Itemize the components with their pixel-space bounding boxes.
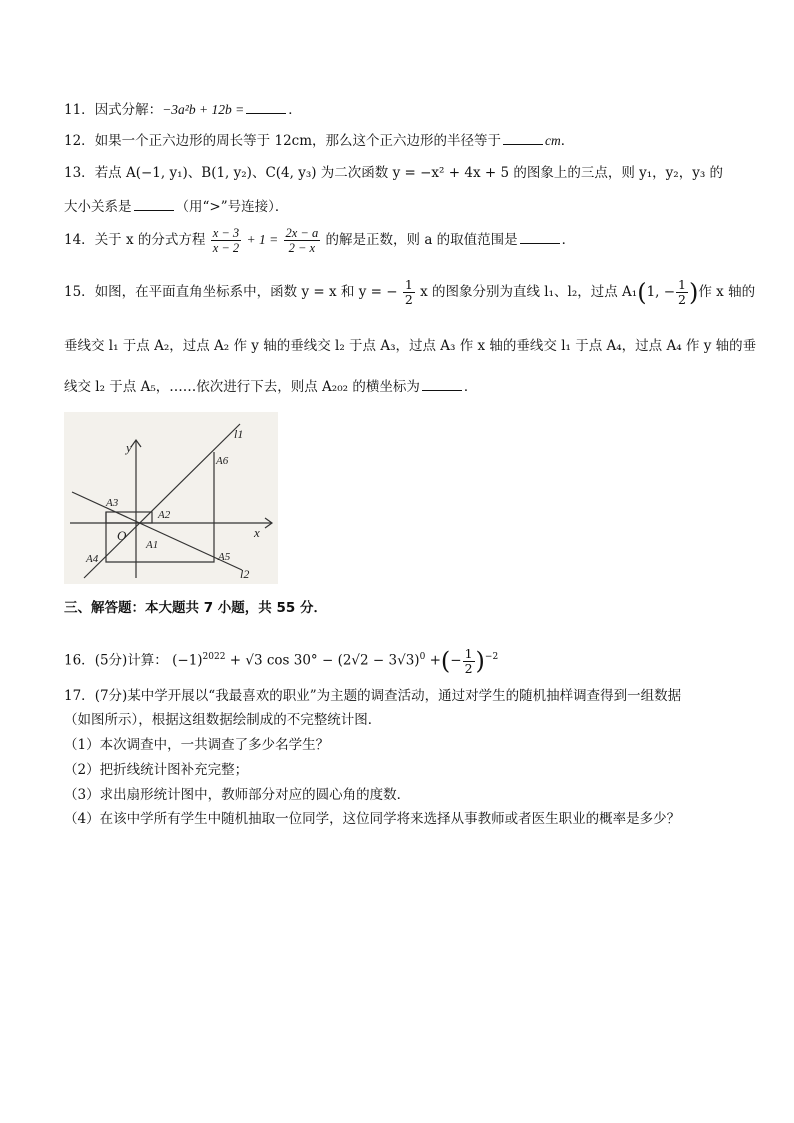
- question-17-sub2: （2）把折线统计图补充完整；: [64, 762, 249, 778]
- fraction: $\frac{1}{2}$: [678, 277, 686, 307]
- coordinate-figure: [64, 412, 278, 584]
- question-15-cont-2: 线交 l₂ 于点 A₅，……依次进行下去，则点 A₂₀₂ 的横坐标为 ．: [64, 379, 478, 395]
- question-17-sub1: （1）本次调查中，一共调查了多少名学生？: [64, 737, 330, 753]
- label-a4: A4: [86, 553, 99, 565]
- q11-expression: −3a²b + 12b =: [162, 102, 245, 117]
- section-heading: 三、解答题：本大题共 7 小题，共 55 分．: [64, 600, 327, 616]
- question-15-cont-1: 垂线交 l₁ 于点 A₂，过点 A₂ 作 y 轴的垂线交 l₂ 于点 A₃，过点 A₃ 作 x 轴的垂线交 l₁ 于点 A₄，过点 A₄ 作 y 轴的垂: [64, 338, 757, 354]
- question-13: 13．若点 A(−1, y₁)、B(1, y₂)、C(4, y₃) 为二次函数 y = −x² + 4x + 5 的图象上的三点，则 y₁，y₂，y₃ 的: [64, 165, 724, 181]
- figure-svg: [64, 412, 278, 584]
- question-14: 14．关于 x 的分式方程 $\frac{x - 3}{x - 2}$ + 1 = $\frac{2x - a}{2 - x}$ 的解是正数，则 a 的取值范围是 ．: [64, 226, 576, 255]
- fraction: $\frac{x - 3}{x - 2}$: [212, 226, 240, 255]
- question-15: 15．如图，在平面直角坐标系中，函数 y = x 和 y = − $\frac{1}{2}$ x 的图象分别为直线 l₁、l₂，过点 A₁(1, − $\frac{1}{2}$ )作 x 轴的: [64, 277, 756, 307]
- answer-blank[interactable]: [246, 101, 286, 114]
- question-11: 11．因式分解：−3a²b + 12b = ．: [64, 102, 302, 118]
- label-x: x: [254, 525, 260, 540]
- label-o: O: [117, 528, 127, 543]
- label-a1: A1: [146, 539, 159, 551]
- label-a2: A2: [158, 509, 171, 521]
- label-y: y: [126, 440, 132, 455]
- answer-blank[interactable]: [134, 198, 174, 211]
- fraction: $\frac{2x - a}{2 - x}$: [285, 226, 319, 255]
- question-17-sub4: （4）在该中学所有学生中随机抽取一位同学，这位同学将来选择从事教师或者医生职业的概率是多少？: [64, 811, 681, 827]
- question-17-sub3: （3）求出扇形统计图中，教师部分对应的圆心角的度数．: [64, 787, 411, 803]
- label-a3: A3: [106, 497, 119, 509]
- fraction: $\frac{1}{2}$: [464, 645, 473, 676]
- question-13-cont: 大小关系是 （用“>”号连接）．: [64, 199, 289, 215]
- question-17-cont: （如图所示），根据这组数据绘制成的不完整统计图．: [64, 712, 382, 728]
- question-17: 17．(7分)某中学开展以“我最喜欢的职业”为主题的调查活动，通过对学生的随机抽样调查得到一组数据: [64, 688, 682, 704]
- question-12: 12．如果一个正六边形的周长等于 12cm，那么这个正六边形的半径等于 cm．: [64, 133, 575, 149]
- answer-blank[interactable]: [422, 378, 462, 391]
- label-l2: l2: [240, 567, 250, 581]
- label-a6: A6: [216, 455, 229, 467]
- construction-lines: [106, 452, 214, 562]
- label-a5: A5: [218, 551, 231, 563]
- question-16: 16．(5分)计算： $(-1)^{2022} + √3$ $\cos 30^\circ - (2√2 - 3√3)^0$ +(− $\frac{1}{2}$ )$^{-2}$: [64, 645, 499, 676]
- fraction: $\frac{1}{2}$: [404, 277, 413, 307]
- label-l1: l1: [234, 427, 244, 441]
- answer-blank[interactable]: [520, 231, 560, 244]
- answer-blank[interactable]: [503, 132, 543, 145]
